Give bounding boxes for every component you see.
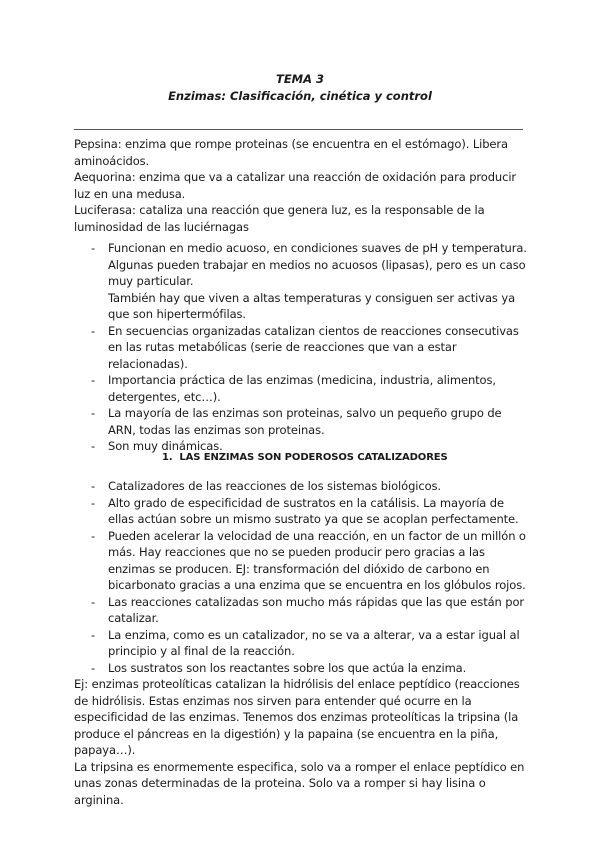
list-item-text: Los sustratos son los reactantes sobre los que actúa la enzima. xyxy=(108,660,467,675)
dash-bullet: - xyxy=(91,373,96,387)
list-item-text: Alto grado de especificidad de sustratos en la catálisis. La mayoría de ellas actúan sobre un mismo sustrato ya que se acoplan perfectamente. xyxy=(108,495,519,526)
closing-block xyxy=(74,676,530,808)
dash-bullet: - xyxy=(91,528,96,543)
topic-number: TEMA 3 xyxy=(275,72,325,86)
list-item xyxy=(91,323,531,373)
dash-bullet: - xyxy=(91,406,96,420)
list-item-text: Pueden acelerar la velocidad de una reacción, en un factor de un millón o más. Hay reacciones que no se pueden producir pero gracias a las enzimas se producen. EJ: transformación del dióxido de carbono en bicarbonato gracias a una enzima que se encuentra en los glóbulos rojos. xyxy=(108,528,526,592)
dash-bullet: - xyxy=(91,323,96,338)
intro-paragraph: Luciferasa: cataliza una reacción que genera luz, es la responsable de la luminosidad de las luciérnagas xyxy=(74,203,485,234)
catalyst-list xyxy=(91,478,531,676)
dash-bullet: - xyxy=(91,495,96,510)
list-item xyxy=(91,594,531,627)
trypsin-paragraph: La tripsina es enormemente especifica, solo va a romper el enlace peptídico en unas zonas determinadas de la proteina. Solo va a romper si hay lisina o arginina. xyxy=(74,759,525,807)
list-item-text: Catalizadores de las reacciones de los sistemas biológicos. xyxy=(108,479,441,493)
list-item xyxy=(91,478,531,495)
example-paragraph: Ej: enzimas proteolíticas catalizan la hidrólisis del enlace peptídico (reacciones de hidrólisis. Estas enzimas nos sirven para entender qué ocurre en la especificidad de las enzimas. Tenemos dos enzimas proteolíticas la tripsina (la produce el páncreas en la digestión) y la papaina (se encuentra en la piña, papaya…). xyxy=(74,677,520,757)
dash-bullet: - xyxy=(91,439,96,453)
list-item xyxy=(91,495,531,528)
list-item-text: La enzima, como es un catalizador, no se va a alterar, va a estar igual al principio y al final de la reacción. xyxy=(108,627,520,658)
list-item-text: Las reacciones catalizadas son mucho más rápidas que las que están por catalizar. xyxy=(108,594,525,625)
section-number: 1. xyxy=(162,452,173,463)
list-item xyxy=(91,627,531,660)
list-item xyxy=(91,528,531,594)
list-item-text: En secuencias organizadas catalizan cientos de reacciones consecutivas en las rutas metabólicas (serie de reacciones que van a estar relacionadas). xyxy=(108,323,519,371)
dash-bullet: - xyxy=(91,241,96,255)
list-item-text: La mayoría de las enzimas son proteinas, salvo un pequeño grupo de ARN, todas las enzimas son proteinas. xyxy=(108,406,502,437)
page-title: Enzimas: Clasificación, cinética y control xyxy=(168,89,432,103)
list-item xyxy=(91,240,531,323)
dash-bullet: - xyxy=(91,594,96,609)
intro-block xyxy=(74,136,530,235)
dash-bullet: - xyxy=(91,479,96,493)
list-item-text: Funcionan en medio acuoso, en condiciones suaves de pH y temperatura. Algunas pueden trabajar en medios no acuosos (lipasas), pero es un caso muy particular. También hay que viven a altas temperaturas y consiguen ser activas ya que son hipertermófilas. xyxy=(108,241,527,321)
intro-paragraph: Aequorina: enzima que va a catalizar una reacción de oxidación para producir luz en una medusa. xyxy=(74,170,517,201)
dash-bullet: - xyxy=(91,660,96,675)
intro-paragraph: Pepsina: enzima que rompe proteinas (se encuentra en el estómago). Libera aminoácidos. xyxy=(74,137,508,168)
list-item-text: Importancia práctica de las enzimas (medicina, industria, alimentos, detergentes, etc…). xyxy=(108,373,496,404)
section-heading xyxy=(162,452,448,463)
properties-list xyxy=(91,240,531,455)
list-item xyxy=(91,660,531,677)
dash-bullet: - xyxy=(91,627,96,642)
list-item xyxy=(91,405,531,438)
title-divider xyxy=(74,129,523,130)
list-item-text: Son muy dinámicas. xyxy=(108,439,223,453)
list-item xyxy=(91,372,531,405)
section-title: LAS ENZIMAS SON PODEROSOS CATALIZADORES xyxy=(179,452,448,463)
